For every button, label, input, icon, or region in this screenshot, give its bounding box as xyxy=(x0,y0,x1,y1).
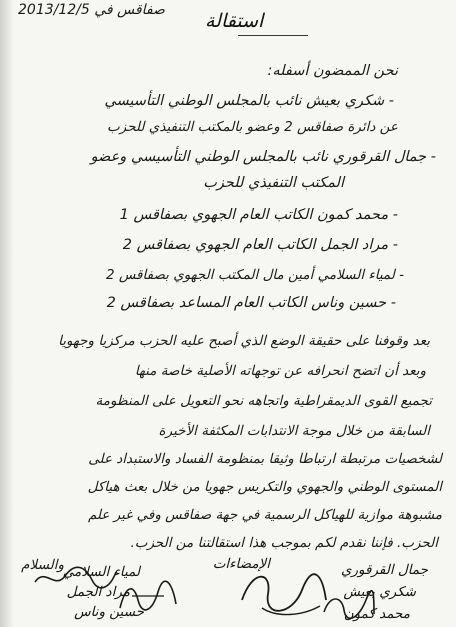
signatory-line: - مراد الجمل الكاتب العام الجهوي بصفاقس 2 xyxy=(122,237,398,253)
handwritten-signature xyxy=(30,562,120,592)
signatory-line: المكتب التنفيذي للحزب xyxy=(203,175,344,191)
signature-name: لمياء السلامي xyxy=(62,564,140,580)
page-edge-shadow xyxy=(0,0,14,627)
body-line: الحزب. فإننا نقدم لكم بموجب هذا استقالتنا من الحزب. xyxy=(130,535,438,551)
body-line: السابقة من خلال موجة الانتدابات المكثفة الأخيرة xyxy=(158,423,430,439)
body-line: بعد وقوفنا على حقيقة الوضع الذي أصبح عليه الحزب مركزيا وجهويا xyxy=(58,333,430,349)
signature-name: جمال القرقوري xyxy=(340,562,428,578)
signatory-line: - شكري بعيش نائب بالمجلس الوطني التأسيسي xyxy=(104,93,394,109)
intro-line: نحن الممضون أسفله: xyxy=(267,63,398,79)
handwritten-signature xyxy=(232,560,332,620)
title-underline xyxy=(238,35,308,36)
signature-label: الإمضاءات xyxy=(212,556,270,572)
handwritten-signature xyxy=(318,588,378,622)
signatory-line: - حسين وناس الكاتب العام المساعد بصفاقس 2 xyxy=(106,295,396,311)
signatory-line: - محمد كمون الكاتب العام الجهوي بصفاقس 1 xyxy=(119,207,398,223)
handwritten-signature xyxy=(112,578,182,614)
signature-name: حسين وناس xyxy=(74,604,144,620)
body-line: المستوى الوطني والجهوي والتكريس جهويا من خلال بعث هياكل xyxy=(87,479,442,495)
signature-name: مراد الجمل xyxy=(66,584,130,600)
document-title: استقالة xyxy=(205,10,264,32)
closing-salutation: والسلام xyxy=(21,557,64,573)
signature-name: محمد كمون xyxy=(343,606,410,622)
body-line: تجميع القوى الديمقراطية واتجاهه نحو التعويل على المنظومة xyxy=(95,393,432,409)
document-date: صفاقس في 2013/12/5 xyxy=(18,2,165,18)
signatory-line: عن دائرة صفاقس 2 وعضو بالمكتب التنفيذي للحزب xyxy=(107,119,398,135)
body-line: مشبوهة موازية للهياكل الرسمية في جهة صفاقس وفي غير علم xyxy=(87,507,442,523)
body-line: لشخصيات مرتبطة ارتباطا وثيقا بمنظومة الفساد والاستبداد على xyxy=(88,451,442,467)
signature-name: شكري بعيش xyxy=(343,584,416,600)
signatory-line: - لمياء السلامي أمين مال المكتب الجهوي بصفاقس 2 xyxy=(105,267,404,283)
signatory-line: - جمال القرقوري نائب بالمجلس الوطني التأسيسي وعضو xyxy=(90,149,436,165)
body-line: وبعد أن اتضح انحرافه عن توجهاته الأصلية خاصة منها xyxy=(134,363,426,379)
